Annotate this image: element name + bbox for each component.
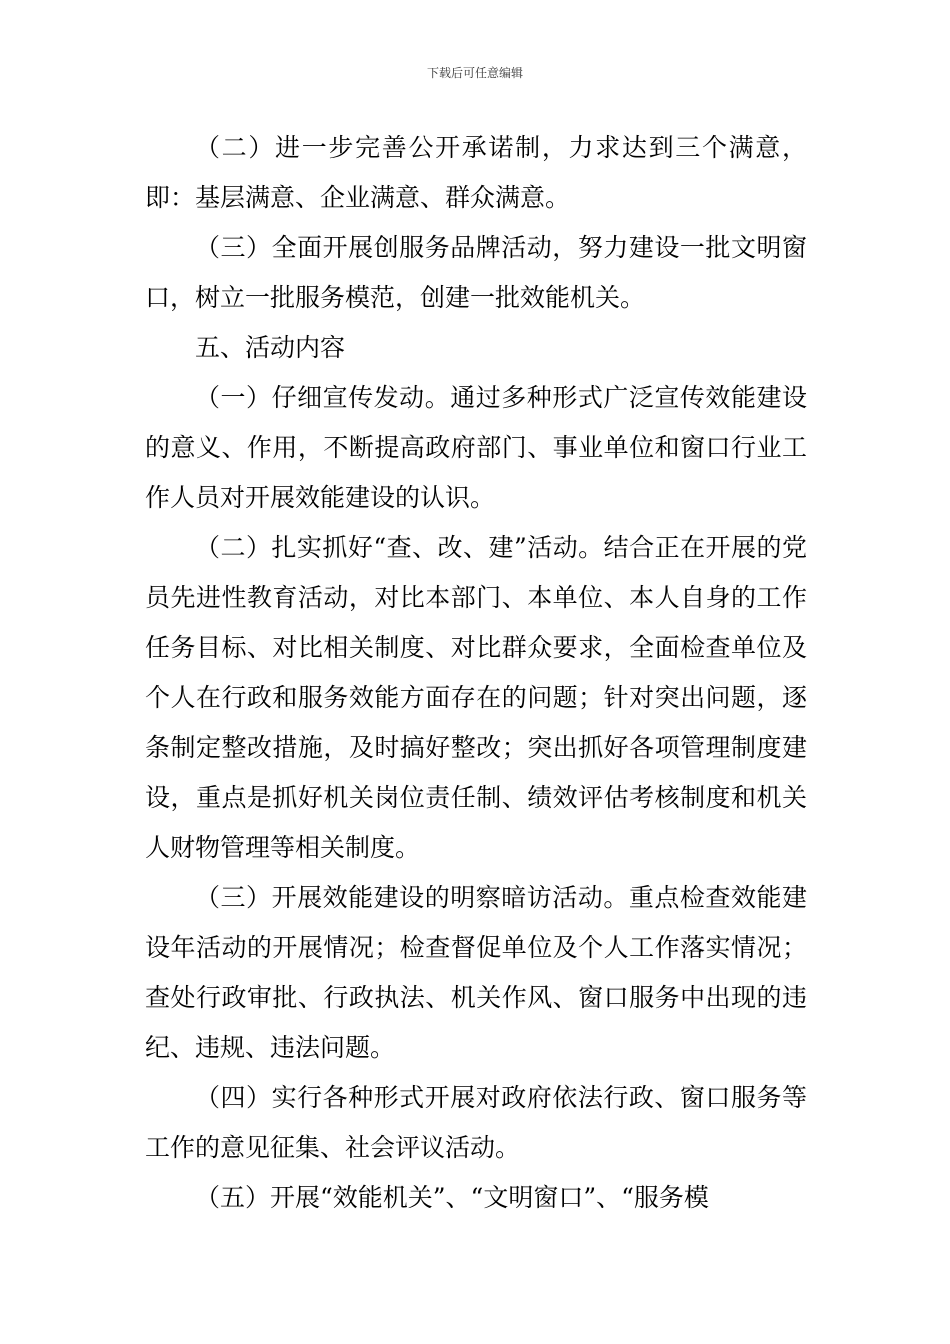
page-header: 下载后可任意编辑 — [426, 66, 523, 80]
paragraph-service-brand: （三）全面开展创服务品牌活动，努力建设一批文明窗口，树立一批服务模范，创建一批效能机关。 — [145, 233, 807, 312]
paragraph-publicity: （一）仔细宣传发动。通过多种形式广泛宣传效能建设的意义、作用，不断提高政府部门、事业单位和窗口行业工作人员对开展效能建设的认识。 — [145, 383, 807, 512]
section-heading-activity-content: 五、活动内容 — [195, 333, 346, 362]
paragraph-public-commitment: （二）进一步完善公开承诺制，力求达到三个满意，即：基层满意、企业满意、群众满意。 — [145, 133, 807, 212]
paragraph-model-selection: （五）开展“效能机关”、“文明窗口”、“服务模 — [195, 1183, 709, 1212]
paragraph-opinion-collection: （四）实行各种形式开展对政府依法行政、窗口服务等工作的意见征集、社会评议活动。 — [145, 1083, 807, 1162]
document-body — [145, 123, 807, 1223]
paragraph-inspection: （三）开展效能建设的明察暗访活动。重点检查效能建设年活动的开展情况；检查督促单位及个人工作落实情况；查处行政审批、行政执法、机关作风、窗口服务中出现的违纪、违规、违法问题。 — [145, 883, 807, 1062]
paragraph-check-rectify-build: （二）扎实抓好“查、改、建”活动。结合正在开展的党员先进性教育活动，对比本部门、本单位、本人自身的工作任务目标、对比相关制度、对比群众要求，全面检查单位及个人在行政和服务效能方面存在的问题；针对突出问题，逐条制定整改措施，及时搞好整改；突出抓好各项管理制度建设，重点是抓好机关岗位责任制、绩效评估考核制度和机关人财物管理等相关制度。 — [145, 533, 807, 862]
